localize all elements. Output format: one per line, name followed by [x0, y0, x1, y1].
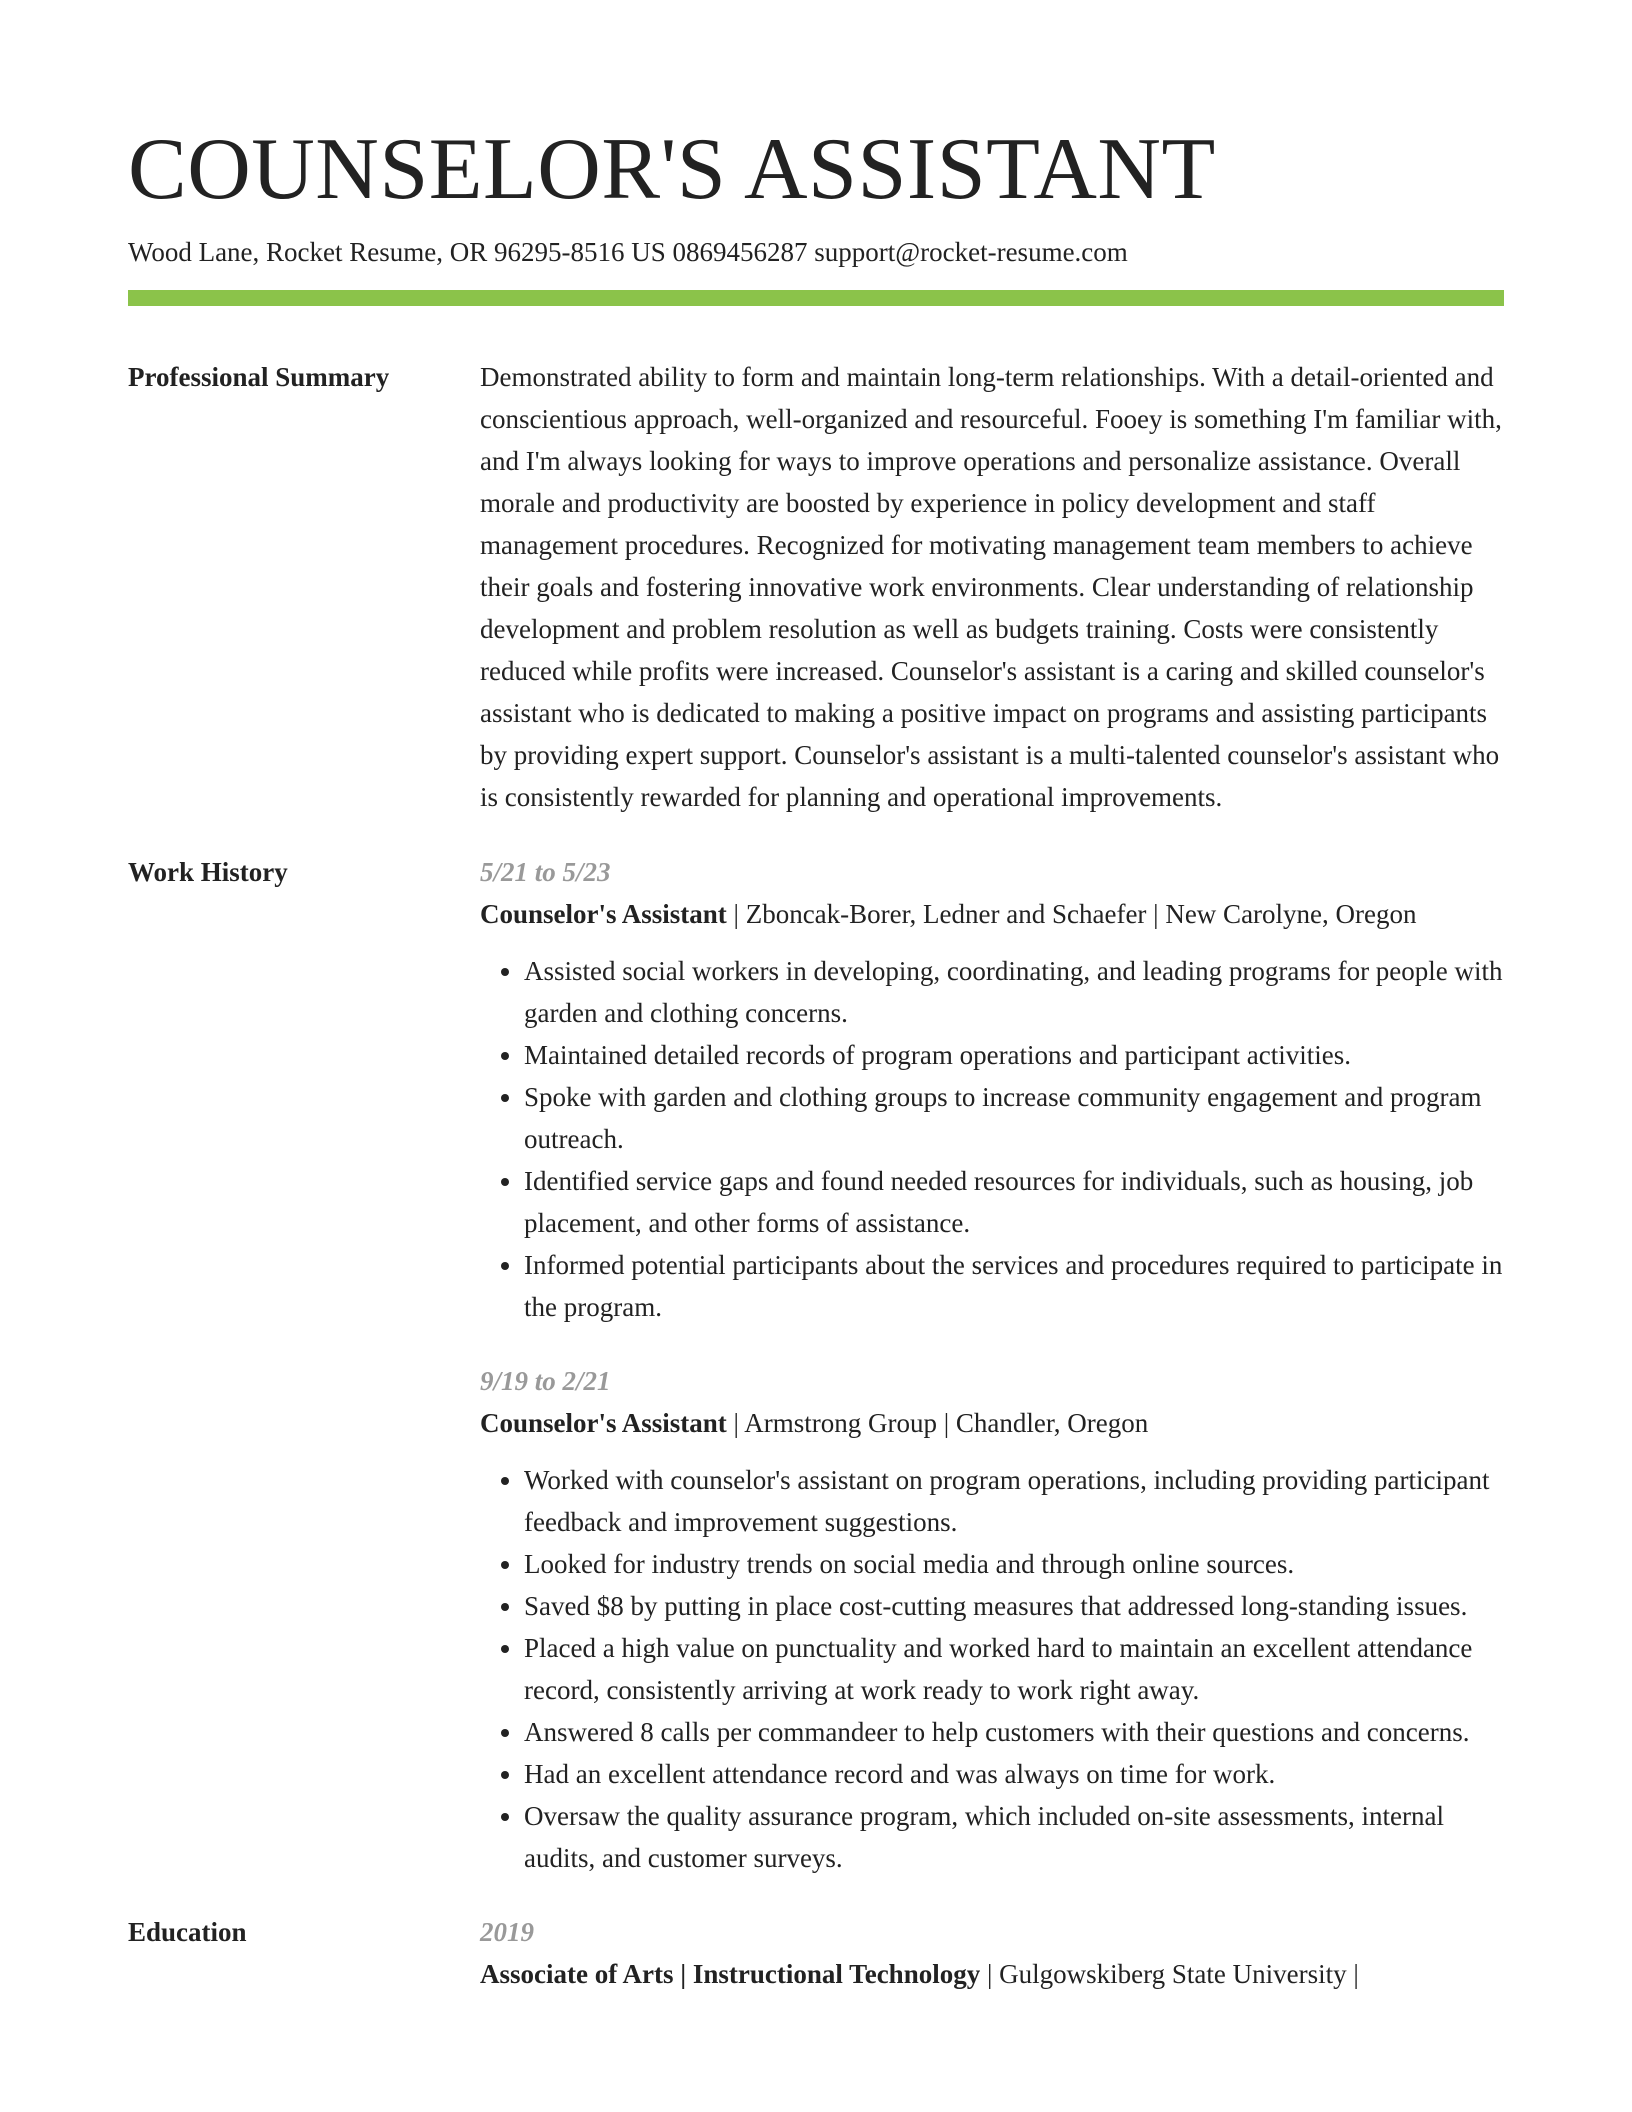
- education-degree: Associate of Arts | Instructional Technology: [480, 1959, 981, 1989]
- work-history-heading: Work History: [128, 857, 288, 887]
- job-title: Counselor's Assistant: [480, 899, 727, 929]
- job-duty: • Spoke with garden and clothing groups to increase community engagement and program outreach.: [524, 1076, 1504, 1160]
- separator: [727, 899, 746, 929]
- work-history-body: [480, 851, 1504, 1879]
- separator: [1146, 899, 1165, 929]
- job-duty: • Identified service gaps and found needed resources for individuals, such as housing, job placement, and other forms of assistance.: [524, 1160, 1504, 1244]
- summary-section: [128, 356, 1504, 818]
- job-entry: [480, 851, 1504, 1328]
- job-duties-list: [480, 950, 1504, 1328]
- education-school: Gulgowskiberg State University |: [999, 1959, 1359, 1989]
- summary-text: Demonstrated ability to form and maintain long-term relationships. With a detail-oriented and conscientious approach, well-organized and resourceful. Fooey is something I'm familiar with, and I'm always looking for ways to improve operations and personalize assistance. Overall morale and productivity are boosted by experience in policy development and staff management procedures. Recognized for motivating management team members to achieve their goals and fostering innovative work environments. Clear understanding of relationship development and problem resolution as well as budgets training. Costs were consistently reduced while profits were increased. Counselor's assistant is a caring and skilled counselor's assistant who is dedicated to making a positive impact on programs and assisting participants by providing expert support. Counselor's assistant is a multi-talented counselor's assistant who is consistently rewarded for planning and operational improvements.: [480, 362, 1502, 812]
- job-entry: [480, 1360, 1504, 1879]
- education-body: [480, 1911, 1504, 1995]
- summary-heading: Professional Summary: [128, 362, 390, 392]
- job-duties-list: [480, 1459, 1504, 1879]
- education-section: [128, 1911, 1504, 1995]
- job-company: Armstrong Group: [744, 1408, 937, 1438]
- separator: [980, 1959, 999, 1989]
- job-duty: • Worked with counselor's assistant on program operations, including providing participant feedback and improvement suggestions.: [524, 1459, 1504, 1543]
- job-header: [480, 1402, 1504, 1444]
- job-duty: • Informed potential participants about the services and procedures required to participate in the program.: [524, 1244, 1504, 1328]
- job-location: Chandler, Oregon: [955, 1408, 1149, 1438]
- job-title: Counselor's Assistant: [480, 1408, 727, 1438]
- job-dates: 9/19 to 2/21: [480, 1366, 611, 1396]
- job-duty: • Looked for industry trends on social media and through online sources.: [524, 1543, 1504, 1585]
- job-duty: • Oversaw the quality assurance program, which included on-site assessments, internal audits, and customer surveys.: [524, 1795, 1504, 1879]
- education-line: [480, 1953, 1504, 1995]
- header-divider: [128, 290, 1504, 306]
- job-dates: 5/21 to 5/23: [480, 857, 611, 887]
- summary-body: [480, 356, 1504, 818]
- job-duty: • Assisted social workers in developing, coordinating, and leading programs for people with garden and clothing concerns.: [524, 950, 1504, 1034]
- job-header: [480, 893, 1504, 935]
- contact-email: support@rocket-resume.com: [814, 237, 1128, 267]
- job-duty: • Answered 8 calls per commandeer to help customers with their questions and concerns.: [524, 1711, 1504, 1753]
- job-duty: • Placed a high value on punctuality and worked hard to maintain an excellent attendance record, consistently arriving at work ready to work right away.: [524, 1627, 1504, 1711]
- education-heading: Education: [128, 1917, 247, 1947]
- job-duty: • Had an excellent attendance record and was always on time for work.: [524, 1753, 1504, 1795]
- contact-line: [128, 234, 1504, 270]
- job-company: Zboncak-Borer, Ledner and Schaefer: [745, 899, 1147, 929]
- work-history-section: [128, 851, 1504, 1879]
- job-duty: • Saved $8 by putting in place cost-cutting measures that addressed long-standing issues.: [524, 1585, 1504, 1627]
- education-year: 2019: [480, 1917, 534, 1947]
- separator: [727, 1408, 744, 1438]
- contact-address: Wood Lane, Rocket Resume, OR 96295-8516 US: [128, 237, 666, 267]
- separator: [937, 1408, 956, 1438]
- job-duty: • Maintained detailed records of program operations and participant activities.: [524, 1034, 1504, 1076]
- candidate-name: COUNSELOR'S ASSISTANT: [128, 121, 1216, 218]
- job-location: New Carolyne, Oregon: [1165, 899, 1417, 929]
- contact-phone: 0869456287: [672, 237, 808, 267]
